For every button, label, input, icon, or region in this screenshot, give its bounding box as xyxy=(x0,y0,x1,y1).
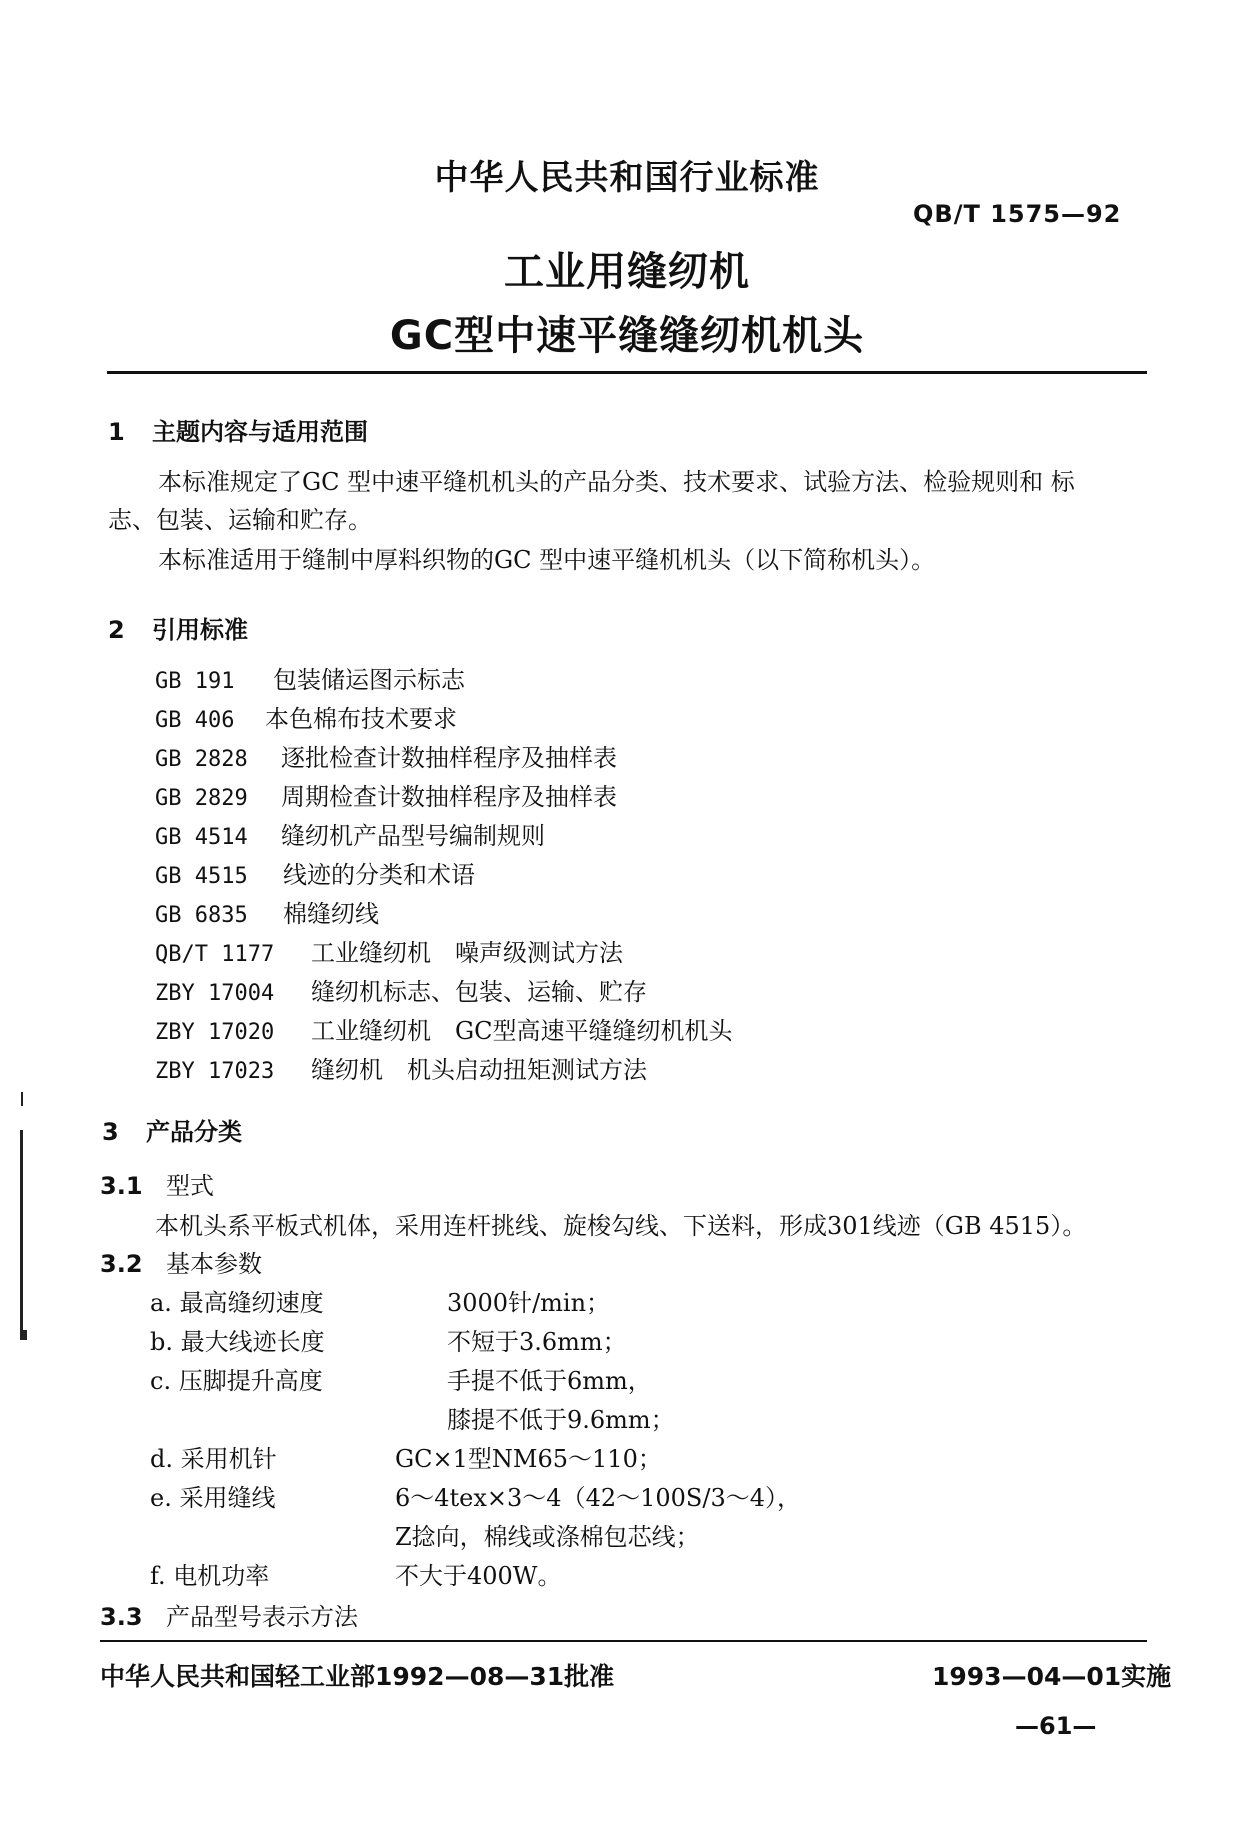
reference-title: 包装储运图示标志 xyxy=(273,666,465,694)
subsection-number: 3.1 xyxy=(100,1172,143,1200)
section-title: 产品分类 xyxy=(146,1118,242,1146)
reference-title: 工业缝纫机 GC型高速平缝缝纫机机头 xyxy=(311,1017,733,1045)
reference-code: QB/T 1177 xyxy=(155,942,275,967)
reference-item xyxy=(155,972,733,1011)
reference-code: GB 6835 xyxy=(155,903,248,928)
reference-title: 本色棉布技术要求 xyxy=(265,705,457,733)
reference-title: 缝纫机 机头启动扭矩测试方法 xyxy=(311,1056,647,1084)
reference-title: 线迹的分类和术语 xyxy=(283,861,475,889)
reference-code: GB 191 xyxy=(155,669,235,694)
section-title: 引用标准 xyxy=(152,616,248,644)
section-number: 1 xyxy=(108,418,125,446)
issuing-organization: 中华人民共和国行业标准 xyxy=(434,158,820,198)
reference-code: GB 406 xyxy=(155,708,235,733)
param-value-continued: 膝提不低于9.6mm； xyxy=(447,1406,675,1434)
section-1-heading xyxy=(108,412,368,447)
param-label: a. 最高缝纫速度 xyxy=(150,1289,324,1317)
param-value: 不大于400W。 xyxy=(395,1562,562,1590)
section-3-heading xyxy=(102,1112,242,1147)
header-divider xyxy=(107,371,1147,374)
reference-title: 周期检查计数抽样程序及抽样表 xyxy=(281,783,617,811)
reference-code: ZBY 17004 xyxy=(155,981,275,1006)
reference-code: ZBY 17020 xyxy=(155,1020,275,1045)
standard-number: QB/T 1575—92 xyxy=(913,200,1122,228)
reference-title: 工业缝纫机 噪声级测试方法 xyxy=(311,939,623,967)
reference-title: 缝纫机标志、包装、运输、贮存 xyxy=(311,978,647,1006)
param-label: b. 最大线迹长度 xyxy=(150,1328,325,1356)
scan-edge-mark xyxy=(20,1130,23,1335)
param-value-continued: Z捻向，棉线或涤棉包芯线； xyxy=(395,1523,700,1551)
param-value: 手提不低于6mm， xyxy=(447,1367,652,1395)
subsection-title: 产品型号表示方法 xyxy=(166,1603,358,1631)
section-1-paragraph-2: 本标准适用于缝制中厚料织物的GC 型中速平缝机机头（以下简称机头）。 xyxy=(158,546,936,574)
param-value: 3000针/min； xyxy=(447,1289,611,1317)
reference-item xyxy=(155,1011,733,1050)
reference-title: 逐批检查计数抽样程序及抽样表 xyxy=(281,744,617,772)
reference-item xyxy=(155,738,733,777)
section-3-1-heading xyxy=(100,1166,214,1201)
subsection-number: 3.3 xyxy=(100,1603,143,1631)
reference-item xyxy=(155,660,733,699)
reference-code: GB 2829 xyxy=(155,786,248,811)
reference-title: 棉缝纫线 xyxy=(283,900,379,928)
implementation-date: 1993—04—01实施 xyxy=(932,1662,1172,1691)
reference-item xyxy=(155,777,733,816)
document-subtitle: GC型中速平缝缝纫机机头 xyxy=(389,313,865,359)
section-3-2-heading xyxy=(100,1244,262,1279)
subsection-number: 3.2 xyxy=(100,1250,143,1278)
section-1-paragraph-1-line-1: 本标准规定了GC 型中速平缝机机头的产品分类、技术要求、试验方法、检验规则和 标 xyxy=(158,468,1075,496)
param-value: GC×1型NM65～110； xyxy=(395,1445,662,1473)
section-1-paragraph-1-line-2: 志、包装、运输和贮存。 xyxy=(108,506,372,534)
page-number: —61— xyxy=(1015,1712,1097,1740)
reference-code: GB 4514 xyxy=(155,825,248,850)
section-2-heading xyxy=(108,610,248,645)
param-value: 6～4tex×3～4（42～100S/3～4）， xyxy=(395,1484,801,1512)
scan-edge-mark xyxy=(21,1092,23,1106)
param-value: 不短于3.6mm； xyxy=(447,1328,627,1356)
section-3-3-heading xyxy=(100,1597,358,1632)
section-3-1-text: 本机头系平板式机体，采用连杆挑线、旋梭勾线、下送料，形成301线迹（GB 4515）。 xyxy=(155,1212,1087,1240)
reference-item xyxy=(155,933,733,972)
approval-statement: 中华人民共和国轻工业部1992—08—31批准 xyxy=(100,1662,615,1691)
reference-item xyxy=(155,1050,733,1089)
param-label: f. 电机功率 xyxy=(150,1562,270,1590)
param-label: d. 采用机针 xyxy=(150,1445,277,1473)
reference-code: GB 2828 xyxy=(155,747,248,772)
reference-title: 缝纫机产品型号编制规则 xyxy=(281,822,545,850)
subsection-title: 基本参数 xyxy=(166,1250,262,1278)
param-label: e. 采用缝线 xyxy=(150,1484,276,1512)
reference-item xyxy=(155,894,733,933)
footer-divider xyxy=(100,1640,1147,1642)
param-label: c. 压脚提升高度 xyxy=(150,1367,323,1395)
section-number: 3 xyxy=(102,1118,119,1146)
reference-code: GB 4515 xyxy=(155,864,248,889)
section-title: 主题内容与适用范围 xyxy=(152,418,368,446)
reference-item xyxy=(155,855,733,894)
document-title: 工业用缝纫机 xyxy=(504,249,750,295)
subsection-title: 型式 xyxy=(166,1172,214,1200)
section-number: 2 xyxy=(108,616,125,644)
reference-code: ZBY 17023 xyxy=(155,1059,275,1084)
reference-item xyxy=(155,816,733,855)
reference-list xyxy=(155,660,733,1089)
scan-edge-mark xyxy=(20,1330,27,1340)
reference-item xyxy=(155,699,733,738)
